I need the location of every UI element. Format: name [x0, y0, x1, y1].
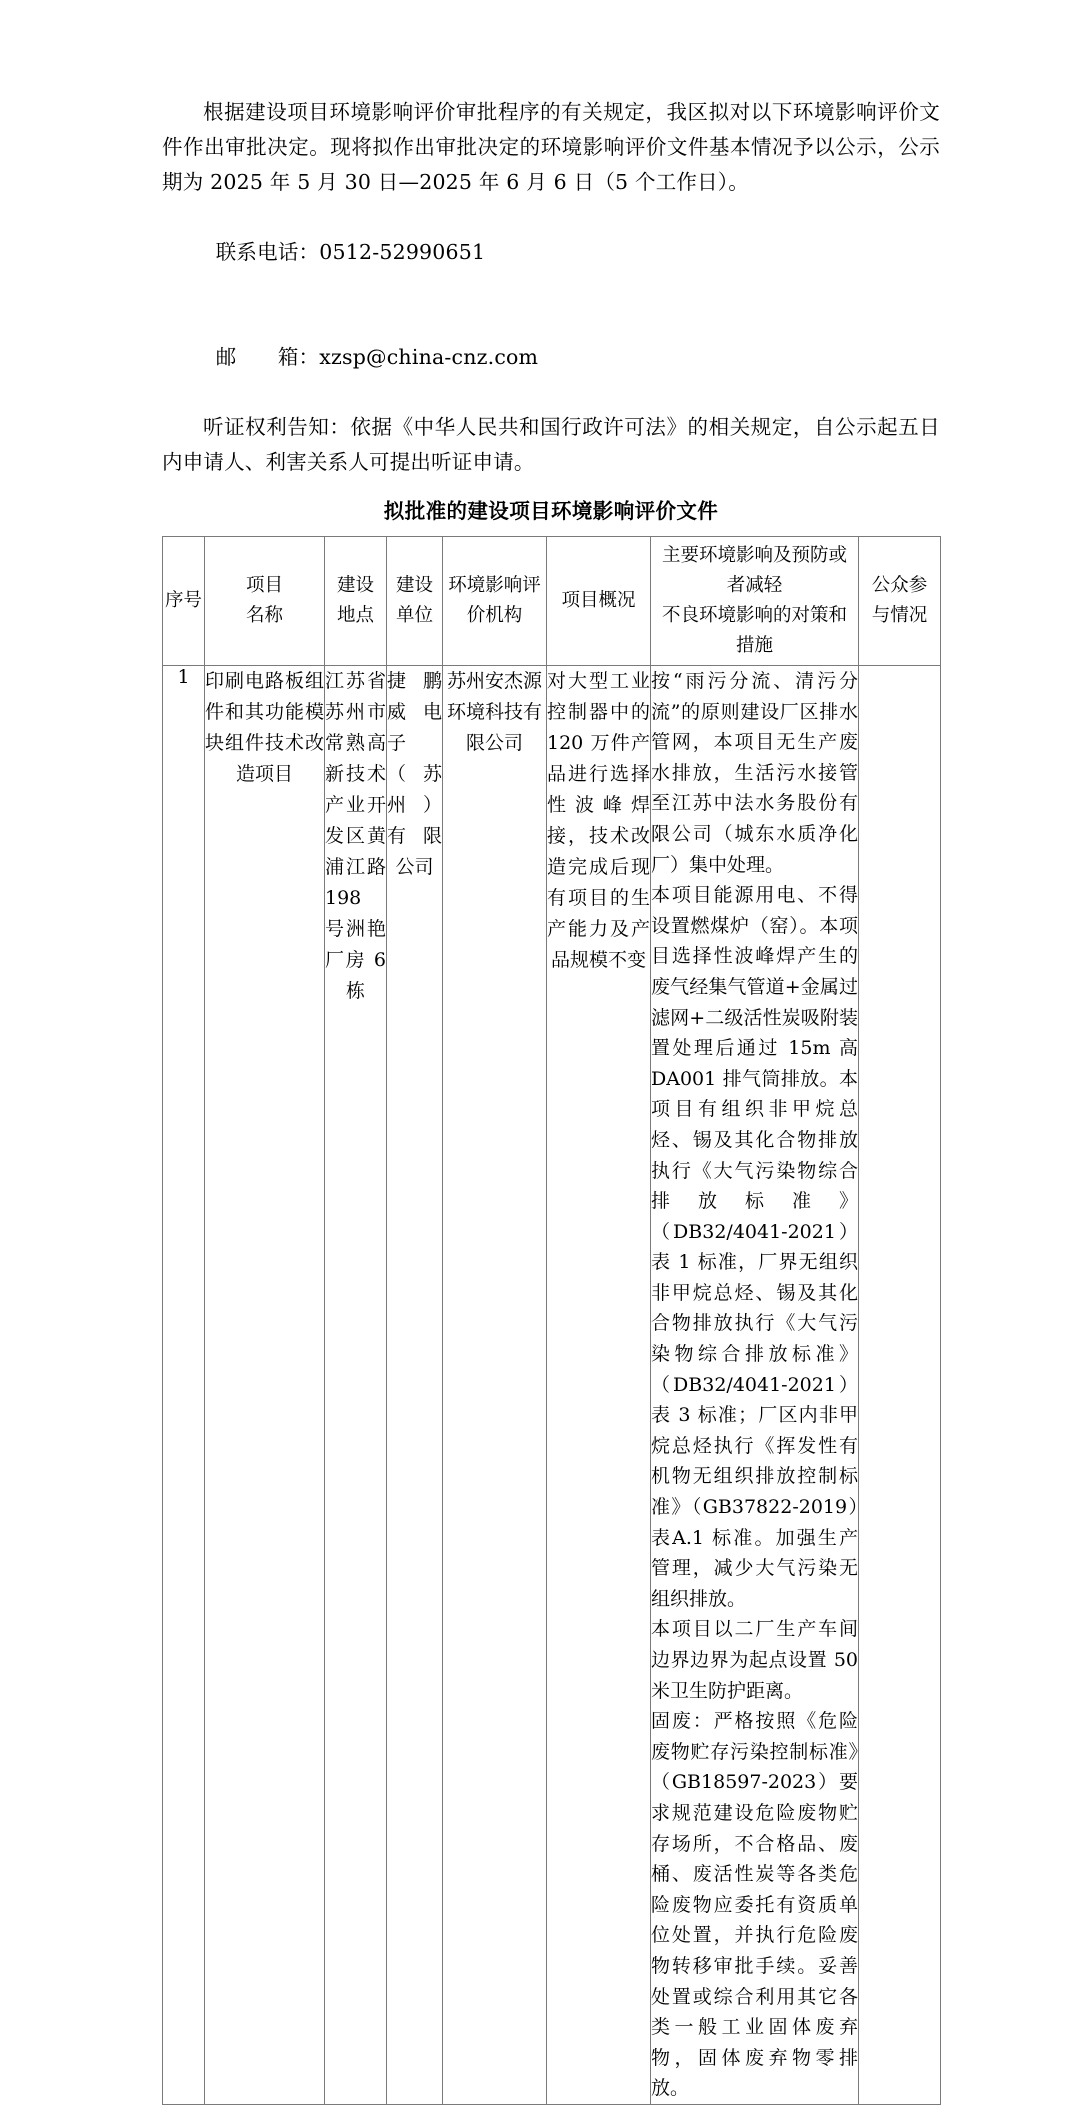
cell-measures [651, 666, 859, 2105]
header-site [325, 537, 387, 666]
header-project-name-line-1: 项目 [245, 575, 283, 596]
contact-email-value: xzsp@china-cnz.com [319, 345, 539, 369]
cell-public-participation [859, 666, 941, 2105]
hearing-rights-notice: 听证权利告知：依据《中华人民共和国行政许可法》的相关规定，自公示起五日内申请人、利害关系人可提出听证申请。 [162, 415, 940, 474]
cell-brief: 对大型工业控制器中的120 万件产品进行选择性波峰焊接，技术改造完成后现有项目的生产能力及产品规模不变 [547, 666, 651, 2105]
contact-phone-value: 0512-52990651 [319, 240, 486, 264]
cell-agency: 苏州安杰源环境科技有限公司 [443, 666, 547, 2105]
measures-paragraph-air: 本项目能源用电、不得设置燃煤炉（窑）。本项目选择性波峰焊产生的废气经集气管道+金属过滤网+二级活性炭吸附装置处理后通过 15m 高 DA001 排气筒排放。本项目有组织非甲烷总烃、锡及其化合物排放执行《大气污染物综合排放标准》（DB32/4041-2021）表 1 标准，厂界无组织非甲烷总烃、锡及其化合物排放执行《大气污染物综合排放标准》（DB32/4041-2021）表 3 标准；厂区内非甲烷总烃执行《挥发性有机物无组织排放控制标准》（GB37822-2019）表A.1 标准。加强生产管理，减少大气污染无组织排放。 [651, 884, 858, 1610]
header-public-line-1: 公众参 [871, 575, 928, 596]
header-brief-line-1: 项目概况 [561, 590, 636, 611]
table-caption: 拟批准的建设项目环境影响评价文件 [383, 499, 719, 523]
table-row [163, 666, 941, 2105]
measures-paragraph-solid-waste: 固废：严格按照《危险废物贮存污染控制标准》（GB18597-2023）要求规范建设危险废物贮存场所，不合格品、废桶、废活性炭等各类危险废物应委托有资质单位处置，并执行危险废物转移审批手续。妥善处置或综合利用其它各类一般工业固体废弃物，固体废弃物零排放。 [651, 1710, 858, 2100]
header-public-line-2: 与情况 [871, 605, 928, 626]
notice-intro [162, 95, 940, 480]
header-measures-line-2: 不良环境影响的对策和措施 [661, 605, 847, 656]
header-project-name-line-2: 名称 [245, 605, 283, 626]
measures-paragraph-buffer: 本项目以二厂生产车间边界边界为起点设置 50 米卫生防护距离。 [651, 1618, 858, 1702]
header-measures [651, 537, 859, 666]
header-site-line-1: 建设 [336, 575, 374, 596]
eia-projects-table [162, 536, 941, 2105]
header-unit-line-2: 单位 [395, 605, 433, 626]
contact-phone-line [162, 200, 940, 305]
contact-email-label: 邮 箱： [215, 345, 320, 369]
header-public [859, 537, 941, 666]
header-agency-line-1: 环境影响评 [448, 575, 541, 596]
header-unit [387, 537, 443, 666]
header-serial [163, 537, 205, 666]
header-serial-line-1: 序号 [165, 590, 203, 611]
header-site-line-2: 地点 [336, 605, 374, 626]
header-agency-line-2: 价机构 [466, 605, 523, 626]
table-header-row [163, 537, 941, 666]
notice-paragraph-1: 根据建设项目环境影响评价审批程序的有关规定，我区拟对以下环境影响评价文件作出审批决定。现将拟作出审批决定的环境影响评价文件基本情况予以公示，公示期为 2025 年 5 月 30 日—2025 年 6 月 6 日（5 个工作日）。 [162, 100, 940, 194]
contact-email-line [162, 305, 940, 410]
header-measures-line-1: 主要环境影响及预防或者减轻 [661, 545, 847, 596]
header-brief [547, 537, 651, 666]
header-agency [443, 537, 547, 666]
header-unit-line-1: 建设 [395, 575, 433, 596]
contact-phone-label: 联系电话： [215, 240, 320, 264]
cell-unit: 捷鹏威电子（苏州）有限公司 [387, 666, 443, 2105]
cell-project-name: 印刷电路板组件和其功能模块组件技术改造项目 [205, 666, 325, 2105]
cell-serial: 1 [163, 666, 205, 2105]
measures-paragraph-water: 按“雨污分流、清污分流”的原则建设厂区排水管网，本项目无生产废水排放，生活污水接管至江苏中法水务股份有限公司（城东水质净化厂）集中处理。 [651, 670, 858, 876]
header-project-name [205, 537, 325, 666]
cell-site: 江苏省苏州市常熟高新技术产业开发区黄浦江路198 号洲艳厂房 6 栋 [325, 666, 387, 2105]
